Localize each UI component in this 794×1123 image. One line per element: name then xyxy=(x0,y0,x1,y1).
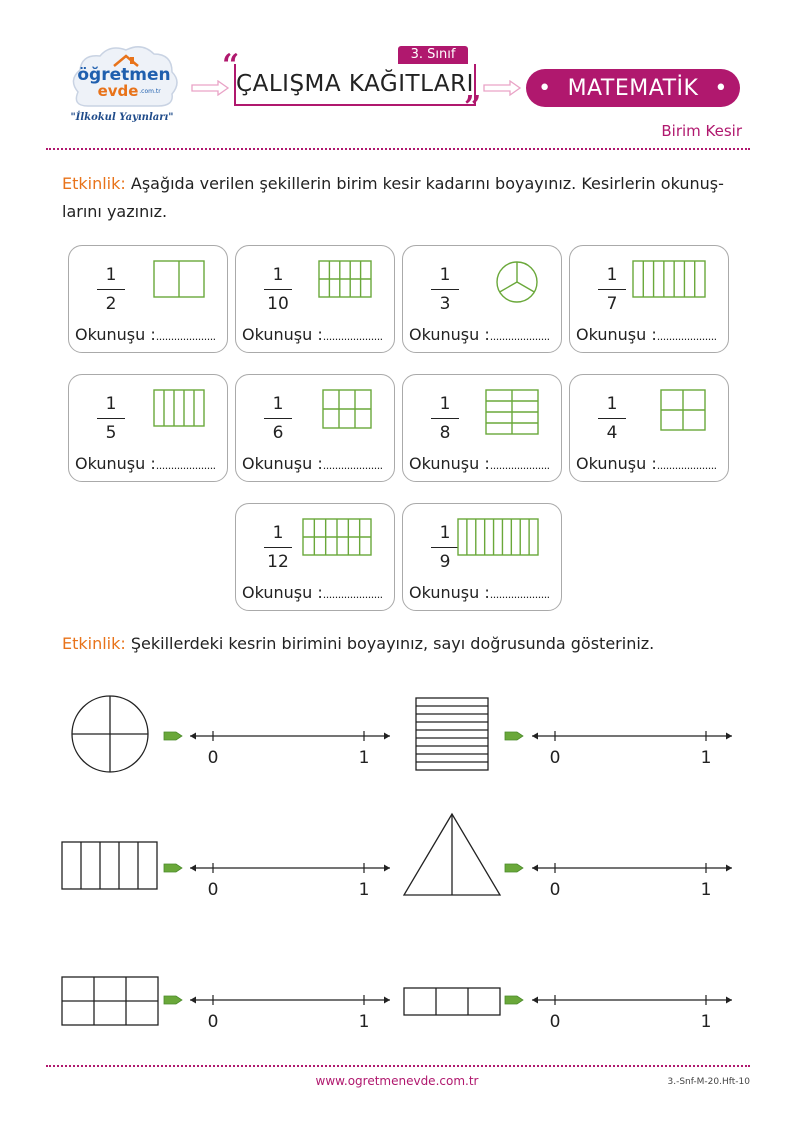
reading-blank[interactable]: .................... xyxy=(489,588,550,601)
fraction-shape[interactable] xyxy=(322,389,372,429)
grade-tab: 3. Sınıf xyxy=(398,46,468,64)
fraction-numerator: 1 xyxy=(272,265,284,285)
activity1-text-line1: Aşağıda verilen şekillerin birim kesir kadarını boyayınız. Kesirlerin okunuş- xyxy=(125,174,724,193)
reading-line[interactable] xyxy=(242,454,383,473)
arrowhead-right-icon xyxy=(726,997,732,1004)
reading-blank[interactable]: .................... xyxy=(155,459,216,472)
reading-blank[interactable]: .................... xyxy=(656,459,717,472)
fraction-card xyxy=(569,374,729,482)
logo-sub-text: evde xyxy=(97,82,139,100)
unit-fraction xyxy=(598,264,626,315)
arrowhead-left-icon xyxy=(190,733,196,740)
label-zero: 0 xyxy=(207,880,219,900)
fraction-shape[interactable] xyxy=(495,260,539,304)
unit-fraction xyxy=(264,522,292,573)
arrowhead-left-icon xyxy=(190,997,196,1004)
green-arrow-icon xyxy=(505,864,523,872)
reading-label: Okunuşu : xyxy=(75,325,156,344)
arrowhead-left-icon xyxy=(190,865,196,872)
reading-blank[interactable]: .................... xyxy=(155,330,216,343)
arrowhead-left-icon xyxy=(532,997,538,1004)
worksheet-title: ÇALIŞMA KAĞITLARI xyxy=(234,64,476,106)
subject-label: MATEMATİK xyxy=(567,75,699,101)
fraction-shape[interactable] xyxy=(485,389,539,435)
reading-line[interactable] xyxy=(576,325,717,344)
reading-label: Okunuşu : xyxy=(409,583,490,602)
reading-line[interactable] xyxy=(409,325,550,344)
fraction-numerator: 1 xyxy=(105,394,117,414)
label-one: 1 xyxy=(358,880,370,900)
fraction-denominator: 12 xyxy=(267,552,289,572)
reading-line[interactable] xyxy=(75,454,216,473)
fraction-card xyxy=(569,245,729,353)
unit-fraction xyxy=(431,264,459,315)
fraction-numerator: 1 xyxy=(105,265,117,285)
arrowhead-right-icon xyxy=(726,733,732,740)
reading-line[interactable] xyxy=(409,454,550,473)
reading-line[interactable] xyxy=(576,454,717,473)
reading-label: Okunuşu : xyxy=(409,454,490,473)
reading-label: Okunuşu : xyxy=(409,325,490,344)
reading-label: Okunuşu : xyxy=(242,325,323,344)
fraction-denominator: 2 xyxy=(105,294,117,314)
header-divider xyxy=(46,148,750,150)
unit-fraction xyxy=(598,393,626,444)
fraction-bar xyxy=(264,547,292,548)
open-quote-icon: “ xyxy=(222,48,240,83)
publisher-logo xyxy=(64,40,184,130)
close-quote-icon: ” xyxy=(464,90,482,125)
fraction-denominator: 9 xyxy=(439,552,451,572)
reading-label: Okunuşu : xyxy=(242,583,323,602)
arrowhead-right-icon xyxy=(384,997,390,1004)
footer-divider xyxy=(46,1065,750,1067)
unit-fraction xyxy=(431,393,459,444)
reading-line[interactable] xyxy=(409,583,550,602)
fraction-denominator: 3 xyxy=(439,294,451,314)
label-one: 1 xyxy=(700,748,712,768)
fraction-bar xyxy=(264,418,292,419)
fraction-shape[interactable] xyxy=(153,389,205,427)
unit-fraction xyxy=(97,393,125,444)
reading-line[interactable] xyxy=(75,325,216,344)
fraction-bar xyxy=(598,418,626,419)
fraction-bar xyxy=(431,547,459,548)
fraction-card xyxy=(235,503,395,611)
striped-rectangle-shape[interactable] xyxy=(416,698,488,770)
green-arrow-icon xyxy=(164,864,182,872)
reading-blank[interactable]: .................... xyxy=(656,330,717,343)
arrow-right-icon xyxy=(482,80,522,96)
arrowhead-right-icon xyxy=(726,865,732,872)
reading-blank[interactable]: .................... xyxy=(322,588,383,601)
number-line[interactable] xyxy=(505,863,732,900)
activity1-instruction xyxy=(62,170,734,226)
fraction-denominator: 7 xyxy=(606,294,618,314)
fraction-numerator: 1 xyxy=(439,523,451,543)
label-one: 1 xyxy=(700,1012,712,1032)
label-one: 1 xyxy=(358,1012,370,1032)
reading-label: Okunuşu : xyxy=(75,454,156,473)
number-line[interactable] xyxy=(164,863,390,900)
number-line[interactable] xyxy=(164,995,390,1032)
label-one: 1 xyxy=(358,748,370,768)
reading-line[interactable] xyxy=(242,325,383,344)
number-line[interactable] xyxy=(164,731,390,768)
fraction-bar xyxy=(264,289,292,290)
unit-fraction xyxy=(431,522,459,573)
circle-quarters-shape[interactable] xyxy=(72,696,148,772)
fraction-bar xyxy=(97,289,125,290)
reading-label: Okunuşu : xyxy=(576,325,657,344)
fraction-card xyxy=(402,245,562,353)
footer-code: 3.-Snf-M-20.Hft-10 xyxy=(667,1077,750,1087)
logo-tagline: "İlkokul Yayınları" xyxy=(70,112,174,123)
fraction-shape[interactable] xyxy=(632,260,706,298)
fraction-bar xyxy=(431,289,459,290)
fraction-numerator: 1 xyxy=(606,265,618,285)
fraction-shape[interactable] xyxy=(302,518,372,556)
fraction-shape[interactable] xyxy=(318,260,372,298)
unit-fraction xyxy=(264,393,292,444)
fraction-card xyxy=(235,245,395,353)
label-zero: 0 xyxy=(207,1012,219,1032)
number-line[interactable] xyxy=(505,995,732,1032)
topic-label: Birim Kesir xyxy=(661,122,742,140)
label-zero: 0 xyxy=(207,748,219,768)
label-one: 1 xyxy=(700,880,712,900)
three-part-rectangle-shape[interactable] xyxy=(404,988,500,1015)
six-part-rectangle-shape[interactable] xyxy=(62,977,158,1025)
fraction-denominator: 10 xyxy=(267,294,289,314)
label-zero: 0 xyxy=(549,748,561,768)
fraction-denominator: 5 xyxy=(105,423,117,443)
fraction-bar xyxy=(431,418,459,419)
fraction-bar xyxy=(598,289,626,290)
logo-main-text: öğretmen xyxy=(77,65,171,85)
green-arrow-icon xyxy=(505,732,523,740)
fraction-card xyxy=(68,374,228,482)
activity1-text-line2: larını yazınız. xyxy=(62,202,168,221)
activity1-label: Etkinlik: xyxy=(62,174,126,193)
fraction-numerator: 1 xyxy=(272,523,284,543)
unit-fraction xyxy=(264,264,292,315)
label-zero: 0 xyxy=(549,880,561,900)
fraction-numerator: 1 xyxy=(439,265,451,285)
reading-label: Okunuşu : xyxy=(242,454,323,473)
green-arrow-icon xyxy=(164,996,182,1004)
subject-badge: • MATEMATİK • xyxy=(526,69,740,107)
reading-blank[interactable]: .................... xyxy=(322,459,383,472)
reading-blank[interactable]: .................... xyxy=(489,330,550,343)
fraction-bar xyxy=(97,418,125,419)
footer-url[interactable]: www.ogretmenevde.com.tr xyxy=(315,1074,479,1088)
triangle-halves-shape[interactable] xyxy=(404,814,500,895)
fraction-numerator: 1 xyxy=(272,394,284,414)
arrowhead-left-icon xyxy=(532,733,538,740)
fraction-denominator: 4 xyxy=(606,423,618,443)
green-arrow-icon xyxy=(164,732,182,740)
reading-line[interactable] xyxy=(242,583,383,602)
number-line-exercises xyxy=(0,680,794,1050)
reading-blank[interactable]: .................... xyxy=(489,459,550,472)
fraction-shape[interactable] xyxy=(457,518,539,556)
green-arrow-icon xyxy=(505,996,523,1004)
unit-fraction xyxy=(97,264,125,315)
five-column-rectangle-shape[interactable] xyxy=(62,842,157,889)
fraction-shape[interactable] xyxy=(660,389,706,431)
activity2-label: Etkinlik: xyxy=(62,634,126,653)
label-zero: 0 xyxy=(549,1012,561,1032)
arrowhead-right-icon xyxy=(384,733,390,740)
fraction-denominator: 6 xyxy=(272,423,284,443)
activity2-text: Şekillerdeki kesrin birimini boyayınız, sayı doğrusunda gösteriniz. xyxy=(125,634,655,653)
fraction-card xyxy=(235,374,395,482)
logo-domain-text: .com.tr xyxy=(139,88,161,95)
arrowhead-left-icon xyxy=(532,865,538,872)
reading-label: Okunuşu : xyxy=(576,454,657,473)
number-line[interactable] xyxy=(505,731,732,768)
fraction-card xyxy=(68,245,228,353)
fraction-card xyxy=(402,503,562,611)
reading-blank[interactable]: .................... xyxy=(322,330,383,343)
fraction-numerator: 1 xyxy=(606,394,618,414)
fraction-numerator: 1 xyxy=(439,394,451,414)
fraction-shape[interactable] xyxy=(153,260,205,298)
fraction-denominator: 8 xyxy=(439,423,451,443)
activity2-instruction xyxy=(62,630,734,658)
arrowhead-right-icon xyxy=(384,865,390,872)
fraction-card xyxy=(402,374,562,482)
